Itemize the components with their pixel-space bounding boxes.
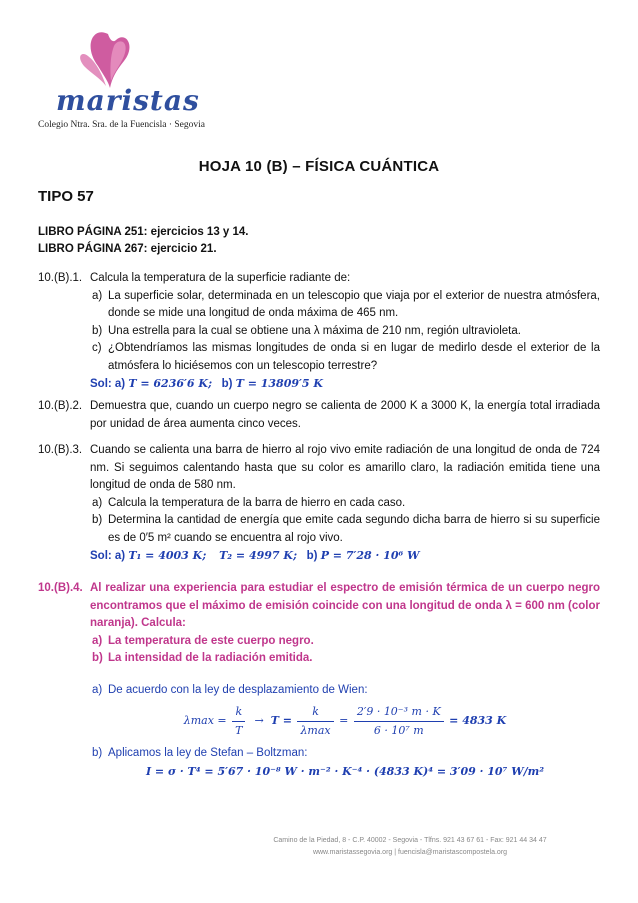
fraction-numerator: k (297, 703, 333, 722)
item-label: a) (92, 496, 103, 509)
footer-address: Camino de la Piedad, 8 - C.P. 40002 - Segovia - Tlfns. 921 43 67 61 - Fax: 921 44 34 47 (273, 837, 547, 844)
item-text: La intensidad de la radiación emitida. (108, 652, 313, 664)
fraction-denominator: 6 · 10⁷ m (373, 723, 424, 737)
solution-label: Sol: a) (90, 550, 126, 562)
item-label: b) (92, 652, 103, 664)
exercise-1 (38, 270, 600, 390)
answer-label: a) (92, 683, 103, 696)
solution-label: b) (221, 378, 233, 390)
exercise-text: Calcula la temperatura de la superficie radiante de: (90, 272, 351, 284)
exercise-2 (38, 398, 600, 434)
item-text: La superficie solar, determinada en un telescopio que viaja por el exterior de nuestra atmósfera, donde se mide una longitud de onda máxima de 465 nm. (108, 289, 600, 319)
college-name: Colegio Ntra. Sra. de la Fuencisla · Segovia (38, 120, 206, 130)
fraction-numerator: k (232, 703, 245, 722)
exercise-number: 10.(B).2. (38, 400, 83, 412)
item-label: b) (92, 324, 103, 337)
formula-part: T = (270, 714, 292, 727)
item-text: La temperatura de este cuerpo negro. (108, 634, 314, 647)
logo-text: maristas (56, 84, 200, 117)
exercise-number: 10.(B).4. (38, 582, 83, 594)
exercise-text: Demuestra que, cuando un cuerpo negro se calienta de 2000 K a 3000 K, la energía total irradiada por unidad de área aumenta cinco veces. (90, 400, 600, 430)
answer-label: b) (92, 747, 103, 759)
item-text: Determina la cantidad de energía que emite cada segundo dicha barra de hierro si su superficie es de 0′5 m² cuando se encuentra al rojo vivo. (108, 514, 600, 544)
item-label: c) (92, 342, 102, 354)
exercise-number: 10.(B).1. (38, 272, 83, 284)
item-label: b) (92, 514, 103, 526)
formula-part: λmax = (183, 714, 227, 727)
tipo-heading: TIPO 57 (38, 188, 94, 205)
formula-result: = 4833 K (449, 714, 507, 727)
solution-line (90, 547, 600, 566)
fraction-denominator: λmax (300, 723, 331, 737)
solution-value: T₁ = 4003 K; (128, 549, 207, 562)
formula-part: = (339, 714, 349, 727)
exercise-number: 10.(B).3. (38, 444, 83, 456)
item-text: Una estrella para la cual se obtiene una λ máxima de 210 nm, región ultravioleta. (108, 324, 521, 337)
libro-line-1: LIBRO PÁGINA 251: ejercicios 13 y 14. (38, 226, 249, 238)
solution-value: P = 7′28 · 10⁶ W (320, 549, 420, 562)
exercise-text: Cuando se calienta una barra de hierro al rojo vivo emite radiación de una longitud de onda de 724 nm. Si seguimos calentando hasta que su color es amarillo claro, la radiación emitida tiene una longitud de onda de 580 nm. (90, 444, 600, 491)
exercise-text: Al realizar una experiencia para estudiar el espectro de emisión térmica de un cuerpo negro encontramos que el máximo de emisión coincide con una longitud de onda λ = 600 nm (color naranja). Calcula: (90, 582, 600, 629)
exercise-4 (38, 580, 600, 830)
answer-text: Aplicamos la ley de Stefan – Boltzman: (108, 747, 308, 759)
item-text: Calcula la temperatura de la barra de hierro en cada caso. (108, 496, 406, 509)
fraction-numerator: 2′9 · 10⁻³ m · K (354, 703, 444, 722)
arrow-symbol: → (254, 714, 264, 727)
page-title: HOJA 10 (B) – FÍSICA CUÁNTICA (198, 158, 440, 175)
solution-label: b) (306, 550, 318, 562)
solution-label: Sol: a) (90, 378, 126, 390)
solution-value: T = 13809′5 K (235, 377, 323, 390)
fraction-denominator: T (235, 723, 243, 737)
stefan-formula: I = σ · T⁴ = 5′67 · 10⁻⁸ W · m⁻² · K⁻⁴ · (4833 K)⁴ = 3′09 · 10⁷ W/m² (145, 764, 545, 778)
item-label: a) (92, 634, 103, 647)
solution-value: T₂ = 4997 K; (219, 549, 298, 562)
libro-line-2: LIBRO PÁGINA 267: ejercicio 21. (38, 243, 217, 255)
item-label: a) (92, 289, 103, 302)
item-text: ¿Obtendríamos las mismas longitudes de onda si en lugar de medirlo desde el exterior de la atmósfera lo hiciésemos con un telescopio terrestre? (108, 342, 600, 372)
answer-text: De acuerdo con la ley de desplazamiento de Wien: (108, 683, 368, 696)
footer (0, 835, 638, 859)
exercise-3 (38, 442, 600, 562)
solution-line (90, 375, 600, 394)
solution-value: T = 6236′6 K; (128, 377, 213, 390)
footer-web: www.maristassegovia.org | fuencisla@maristascompostela.org (312, 849, 508, 856)
wien-formula (90, 703, 600, 739)
